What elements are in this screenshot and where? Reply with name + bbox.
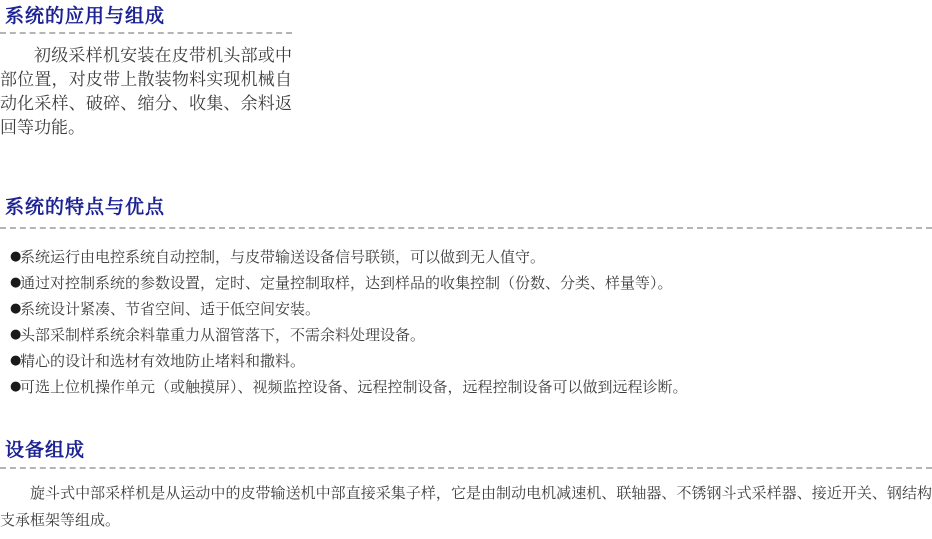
section-equipment-composition xyxy=(0,439,932,534)
dashed-divider xyxy=(0,227,932,229)
list-item xyxy=(0,296,932,322)
feature-text: 精心的设计和选材有效地防止堵料和撒料。 xyxy=(20,352,306,370)
list-item xyxy=(0,270,932,296)
feature-text: 通过对控制系统的参数设置，定时、定量控制取样，达到样品的收集控制（份数、分类、样量等）。 xyxy=(20,274,673,292)
bullet-icon: ● xyxy=(10,275,22,290)
section-application-composition xyxy=(0,0,932,140)
bullet-icon: ● xyxy=(10,249,22,264)
list-item xyxy=(0,348,932,374)
dashed-divider xyxy=(0,467,932,469)
list-item xyxy=(0,322,932,348)
bullet-icon: ● xyxy=(10,353,22,368)
feature-text: 系统运行由电控系统自动控制，与皮带输送设备信号联锁，可以做到无人值守。 xyxy=(20,248,546,266)
section-features-advantages xyxy=(0,196,932,400)
section-heading-application: 系统的应用与组成 xyxy=(5,5,166,27)
bullet-icon: ● xyxy=(10,327,22,342)
dashed-divider xyxy=(0,32,292,34)
list-item xyxy=(0,244,932,270)
feature-text: 可选上位机操作单元（或触摸屏）、视频监控设备、远程控制设备，远程控制设备可以做到远程诊断。 xyxy=(20,378,688,396)
section-heading-equipment: 设备组成 xyxy=(5,439,86,461)
equipment-paragraph: 旋斗式中部采样机是从运动中的皮带输送机中部直接采集子样，它是由制动电机减速机、联轴器、不锈钢斗式采样器、接近开关、钢结构支承框架等组成。 xyxy=(0,484,932,529)
bullet-icon: ● xyxy=(10,301,22,316)
bullet-icon: ● xyxy=(10,379,22,394)
feature-text: 头部采制样系统余料靠重力从溜管落下，不需余料处理设备。 xyxy=(20,326,426,344)
feature-bullet-list xyxy=(0,244,932,400)
list-item xyxy=(0,374,932,400)
section-heading-features: 系统的特点与优点 xyxy=(5,196,166,218)
application-paragraph: 初级采样机安装在皮带机头部或中部位置，对皮带上散装物料实现机械自动化采样、破碎、缩分、收集、余料返回等功能。 xyxy=(0,46,292,138)
feature-text: 系统设计紧凑、节省空间、适于低空间安装。 xyxy=(20,300,321,318)
